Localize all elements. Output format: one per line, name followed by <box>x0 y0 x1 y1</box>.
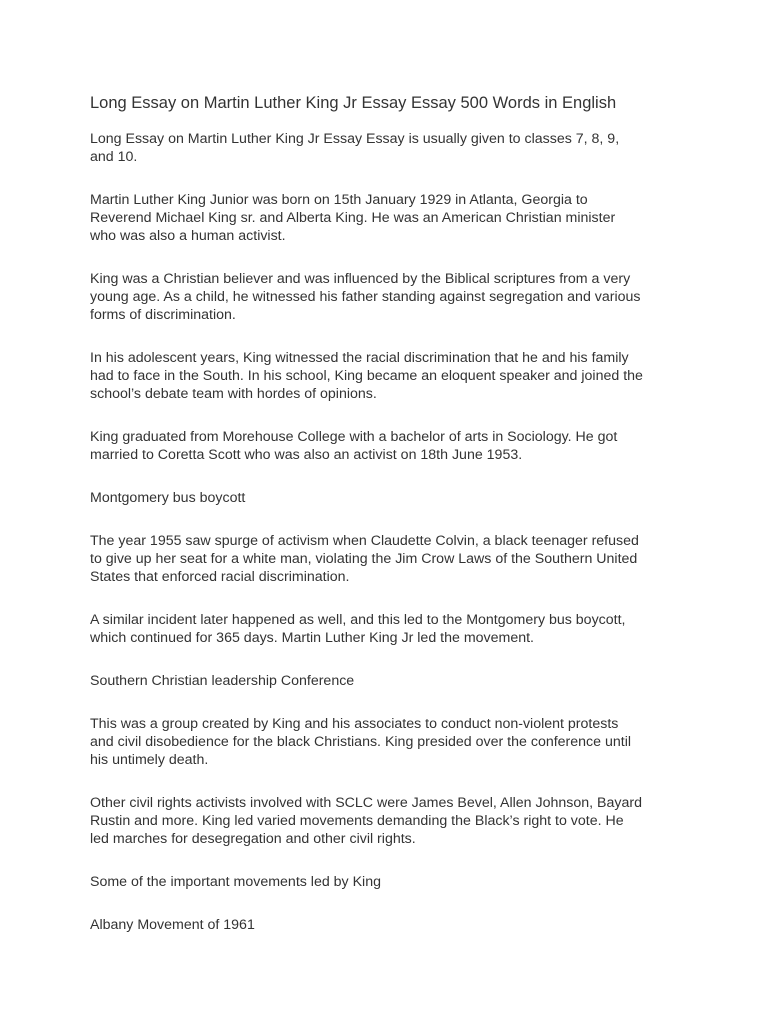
text-line: In his adolescent years, King witnessed the racial discrimination that he and his family <box>90 350 629 366</box>
document-page <box>90 92 690 934</box>
paragraph <box>90 270 690 324</box>
text-line: to give up her seat for a white man, violating the Jim Crow Laws of the Southern United <box>90 551 638 567</box>
text-line: Some of the important movements led by King <box>90 874 381 890</box>
text-line: King was a Christian believer and was influenced by the Biblical scriptures from a very <box>90 271 631 287</box>
text-line: Montgomery bus boycott <box>90 490 246 506</box>
paragraph <box>90 428 690 464</box>
section-heading <box>90 916 690 934</box>
text-line: States that enforced racial discrimination. <box>90 569 350 585</box>
text-line: The year 1955 saw spurge of activism when Claudette Colvin, a black teenager refused <box>90 533 639 549</box>
text-line: which continued for 365 days. Martin Luther King Jr led the movement. <box>90 630 534 646</box>
text-line: King graduated from Morehouse College with a bachelor of arts in Sociology. He got <box>90 429 618 445</box>
section-heading <box>90 489 690 507</box>
section-heading <box>90 672 690 690</box>
paragraph <box>90 130 690 166</box>
text-line: and 10. <box>90 149 138 165</box>
section-heading <box>90 873 690 891</box>
text-line: Martin Luther King Junior was born on 15th January 1929 in Atlanta, Georgia to <box>90 192 588 208</box>
paragraph <box>90 191 690 245</box>
text-line: had to face in the South. In his school, King became an eloquent speaker and joined the <box>90 368 643 384</box>
text-line: married to Coretta Scott who was also an activist on 18th June 1953. <box>90 447 523 463</box>
text-line: This was a group created by King and his associates to conduct non-violent protests <box>90 716 619 732</box>
text-line: who was also a human activist. <box>90 228 286 244</box>
text-line: Long Essay on Martin Luther King Jr Essay Essay is usually given to classes 7, 8, 9, <box>90 131 620 147</box>
paragraph <box>90 715 690 769</box>
text-line: school’s debate team with hordes of opinions. <box>90 386 377 402</box>
document-title: Long Essay on Martin Luther King Jr Essay Essay 500 Words in English <box>90 94 617 112</box>
text-line: Southern Christian leadership Conference <box>90 673 355 689</box>
text-line: Reverend Michael King sr. and Alberta King. He was an American Christian minister <box>90 210 616 226</box>
paragraph <box>90 611 690 647</box>
text-line: Rustin and more. King led varied movements demanding the Black’s right to vote. He <box>90 813 624 829</box>
document-body <box>90 130 690 934</box>
text-line: Other civil rights activists involved with SCLC were James Bevel, Allen Johnson, Bayard <box>90 795 642 811</box>
text-line: A similar incident later happened as well, and this led to the Montgomery bus boycott, <box>90 612 626 628</box>
text-line: led marches for desegregation and other civil rights. <box>90 831 416 847</box>
paragraph <box>90 349 690 403</box>
text-line: Albany Movement of 1961 <box>90 917 255 933</box>
text-line: his untimely death. <box>90 752 209 768</box>
paragraph <box>90 532 690 586</box>
paragraph <box>90 794 690 848</box>
text-line: young age. As a child, he witnessed his father standing against segregation and various <box>90 289 641 305</box>
text-line: and civil disobedience for the black Christians. King presided over the conference until <box>90 734 632 750</box>
text-line: forms of discrimination. <box>90 307 236 323</box>
